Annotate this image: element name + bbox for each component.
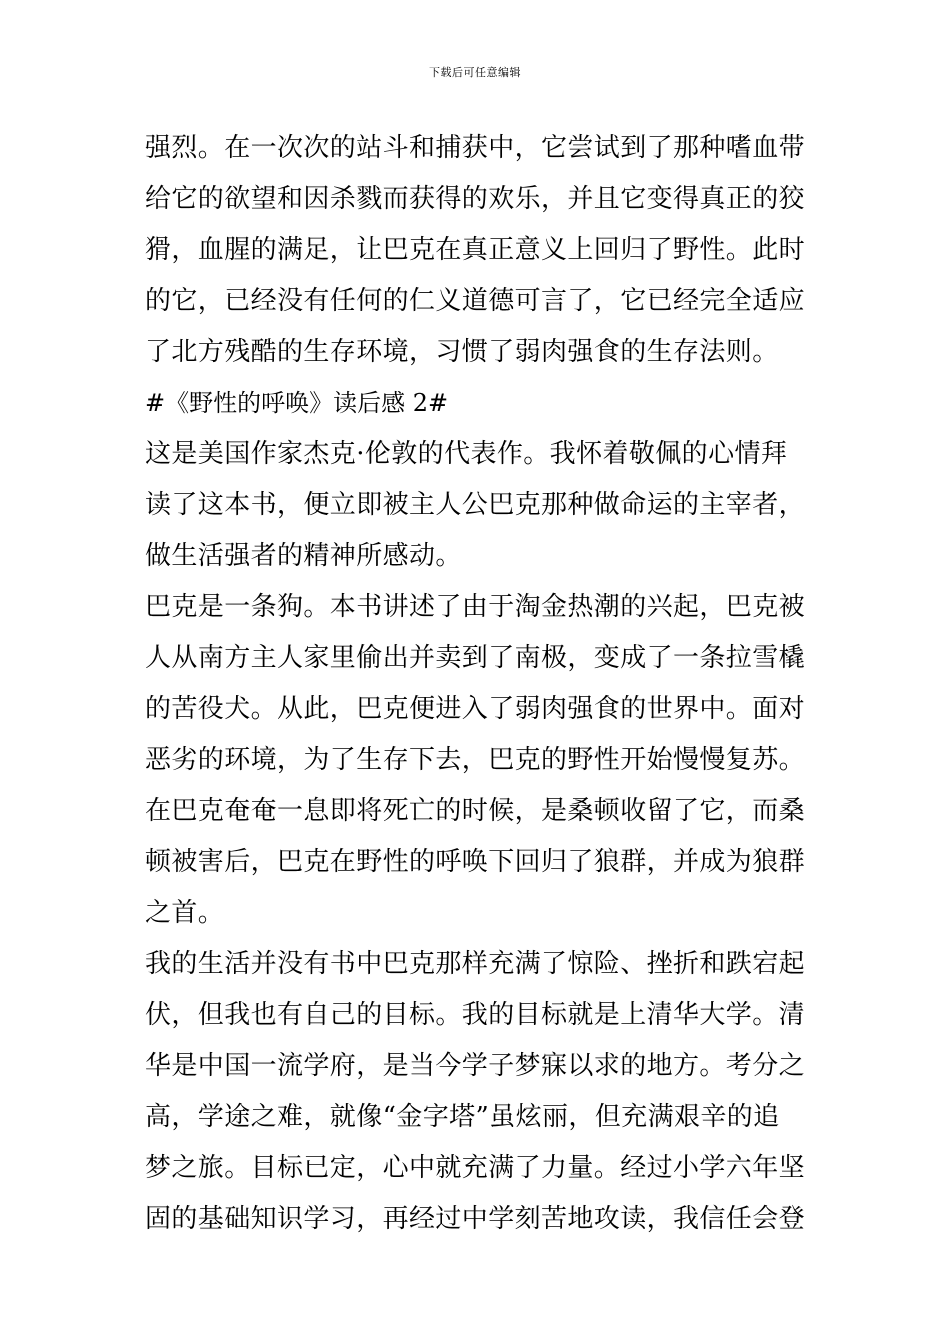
text-line: 恶劣的环境，为了生存下去，巴克的野性开始慢慢复苏。 (145, 745, 806, 775)
text-line: 伏，但我也有自己的目标。我的目标就是上清华大学。清 (145, 1000, 806, 1030)
text-line: 强烈。在一次次的站斗和捕获中，它尝试到了那种嗜血带 (145, 133, 806, 163)
text-line: 巴克是一条狗。本书讲述了由于淘金热潮的兴起，巴克被 (145, 592, 806, 622)
text-line: 我的生活并没有书中巴克那样充满了惊险、挫折和跌宕起 (145, 949, 806, 979)
text-line: 顿被害后，巴克在野性的呼唤下回归了狼群，并成为狼群 (145, 847, 806, 877)
text-line: 华是中国一流学府，是当今学子梦寐以求的地方。考分之 (145, 1051, 806, 1081)
text-line: 之首。 (145, 898, 225, 928)
text-line: 读了这本书，便立即被主人公巴克那种做命运的主宰者， (145, 490, 806, 520)
text-line: 猾，血腥的满足，让巴克在真正意义上回归了野性。此时 (145, 235, 806, 265)
page-header: 下载后可任意编辑 (429, 66, 521, 79)
section-heading: #《野性的呼唤》读后感 2# (145, 389, 449, 417)
text-line: 固的基础知识学习，再经过中学刻苦地攻读，我信任会登 (145, 1204, 806, 1234)
text-line: 在巴克奄奄一息即将死亡的时候，是桑顿收留了它，而桑 (145, 796, 806, 826)
text-line: 的它，已经没有任何的仁义道德可言了，它已经完全适应 (145, 286, 806, 316)
text-line: 的苦役犬。从此，巴克便进入了弱肉强食的世界中。面对 (145, 694, 806, 724)
text-line: 梦之旅。目标已定，心中就充满了力量。经过小学六年坚 (145, 1153, 806, 1183)
text-line: 人从南方主人家里偷出并卖到了南极，变成了一条拉雪橇 (145, 643, 806, 673)
text-line: 了北方残酷的生存环境，习惯了弱肉强食的生存法则。 (145, 337, 779, 367)
text-line: 高，学途之难，就像“金字塔”虽炫丽，但充满艰辛的追 (145, 1102, 780, 1132)
document-body (145, 123, 815, 1245)
text-line: 这是美国作家杰克·伦敦的代表作。我怀着敬佩的心情拜 (145, 439, 788, 469)
text-line: 做生活强者的精神所感动。 (145, 541, 462, 571)
text-line: 给它的欲望和因杀戮而获得的欢乐，并且它变得真正的狡 (145, 184, 806, 214)
